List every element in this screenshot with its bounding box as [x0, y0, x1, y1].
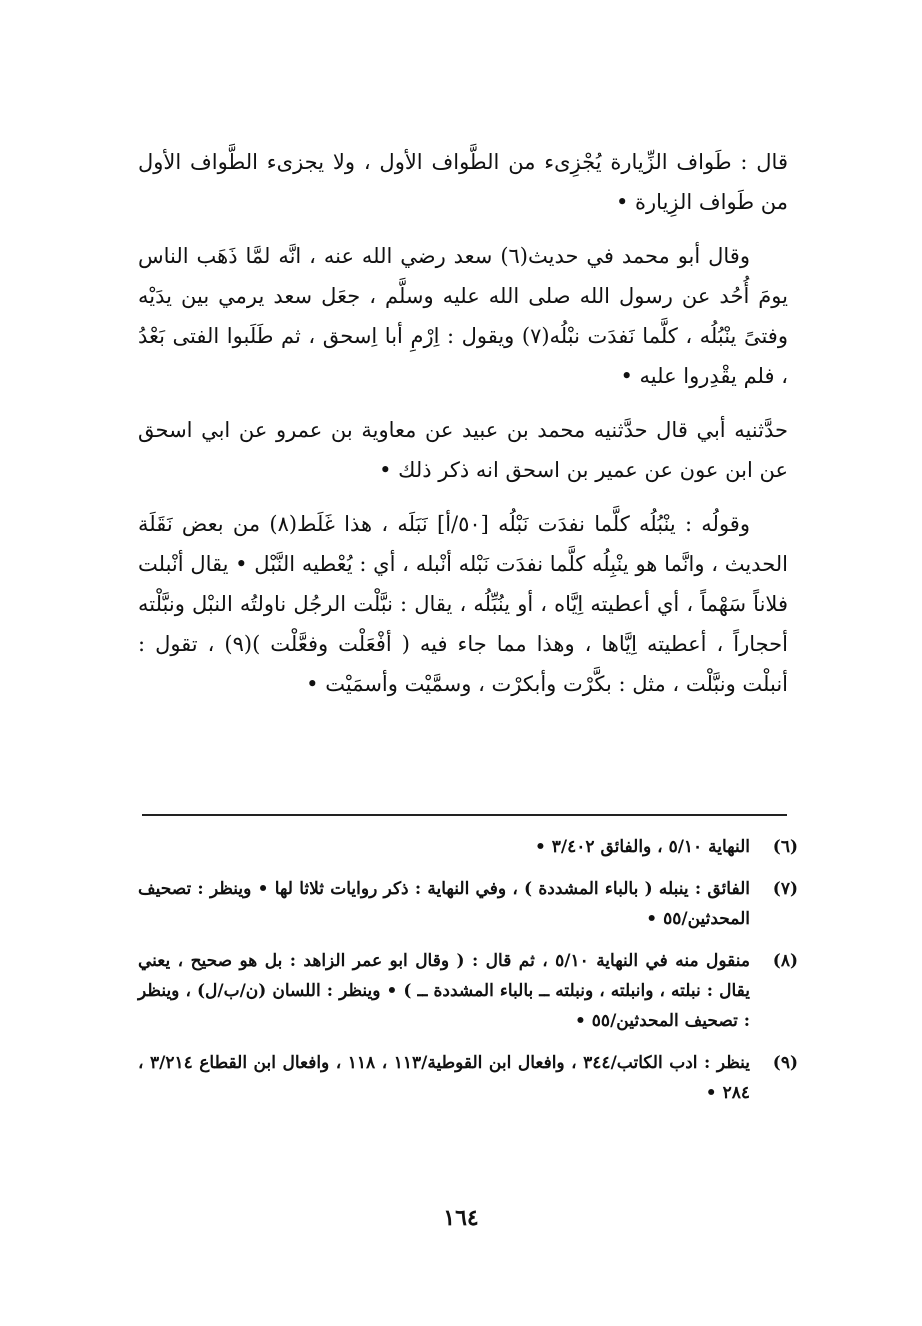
- paragraph-3: حدَّثنيه أبي قال حدَّثنيه محمد بن عبيد عن معاوية بن عمرو عن ابي اسحق عن ابن عون عن عمير بن اسحق انه ذكر ذلك •: [138, 418, 788, 482]
- footnote-number: (٩): [772, 1053, 798, 1073]
- footnote-8: [138, 946, 798, 1036]
- footnote-number: (٧): [772, 879, 798, 899]
- page-number: ١٦٤: [443, 1205, 479, 1231]
- footnote-text: النهاية ٥/١٠ ، والفائق ٣/٤٠٢ •: [535, 837, 750, 857]
- paragraph-1: قال : طَواف الزِّيارة يُجْزِىء من الطَّواف الأول ، ولا يجزىء الطَّواف الأول من طَواف الزِيارة •: [138, 150, 788, 214]
- footnote-number: (٦): [772, 837, 798, 857]
- footnote-text: ينظر : ادب الكاتب/٣٤٤ ، وافعال ابن القوطية/١١٣ ، ١١٨ ، وافعال ابن القطاع ٣/٢١٤ ، ٢٨٤ •: [138, 1053, 750, 1103]
- paragraph-2: وقال أبو محمد في حديث(٦) سعد رضي الله عنه ، انَّه لمَّا ذَهَب الناس يومَ أُحُد عن رسول الله صلى الله عليه وسلَّم ، جعَل سعد يرمي بين يدَيْه وفتىً ينْبُلُه ، كلَّما نَفدَت نبْلُه(٧) ويقول : اِرْمِ أبا اِسحق ، ثم طَلَبوا الفتى بَعْدُ ، فلم يقْدِروا عليه •: [138, 244, 788, 388]
- footnote-6: [138, 832, 798, 862]
- footnote-text: منقول منه في النهاية ٥/١٠ ، ثم قال : ( وقال ابو عمر الزاهد : بل هو صحيح ، يعني يقال : نبلته ، وانبلته ، ونبلته ــ بالباء المشددة ــ ) • وينظر : اللسان (ن/ب/ل) ، وينظر : تصحيف المحدثين/٥٥ •: [138, 951, 750, 1031]
- footnote-number: (٨): [772, 951, 798, 971]
- footnote-text: الفائق : ينبله ( بالباء المشددة ) ، وفي النهاية : ذكر روايات ثلاثا لها • وينظر : تصحيف المحدثين/٥٥ •: [138, 879, 750, 929]
- footnote-9: [138, 1048, 798, 1108]
- footnote-separator: [142, 814, 787, 816]
- paragraph-4: وقولُه : ينْبُلُه كلَّما نفدَت نَبْلُه [٥٠/أ] نَبَلَه ، هذا غَلَط(٨) من بعض نَقَلَة الحديث ، وانَّما هو ينْبِلُه كلَّما نفدَت نَبْله أنْبله ، أي : يُعْطيه النَّبْل • يقال أنْبلت فلاناً سَهْماً ، أي أعطيته اِيَّاه ، أو ينُبِّلُه ، يقال : نبَّلْت الرجُل ناولتُه النبْل ونبَّلْته أحجاراً ، أعطيته اِيَّاها ، وهذا مما جاء فيه ( أفْعَلْت وفعَّلْت )(٩) ، تقول : أنبلْت ونبَّلْت ، مثل : بكَّرْت وأبكرْت ، وسمَّيْت وأسمَيْت •: [138, 512, 788, 696]
- footnotes: [138, 832, 798, 1120]
- main-text: [138, 142, 788, 718]
- footnote-7: [138, 874, 798, 934]
